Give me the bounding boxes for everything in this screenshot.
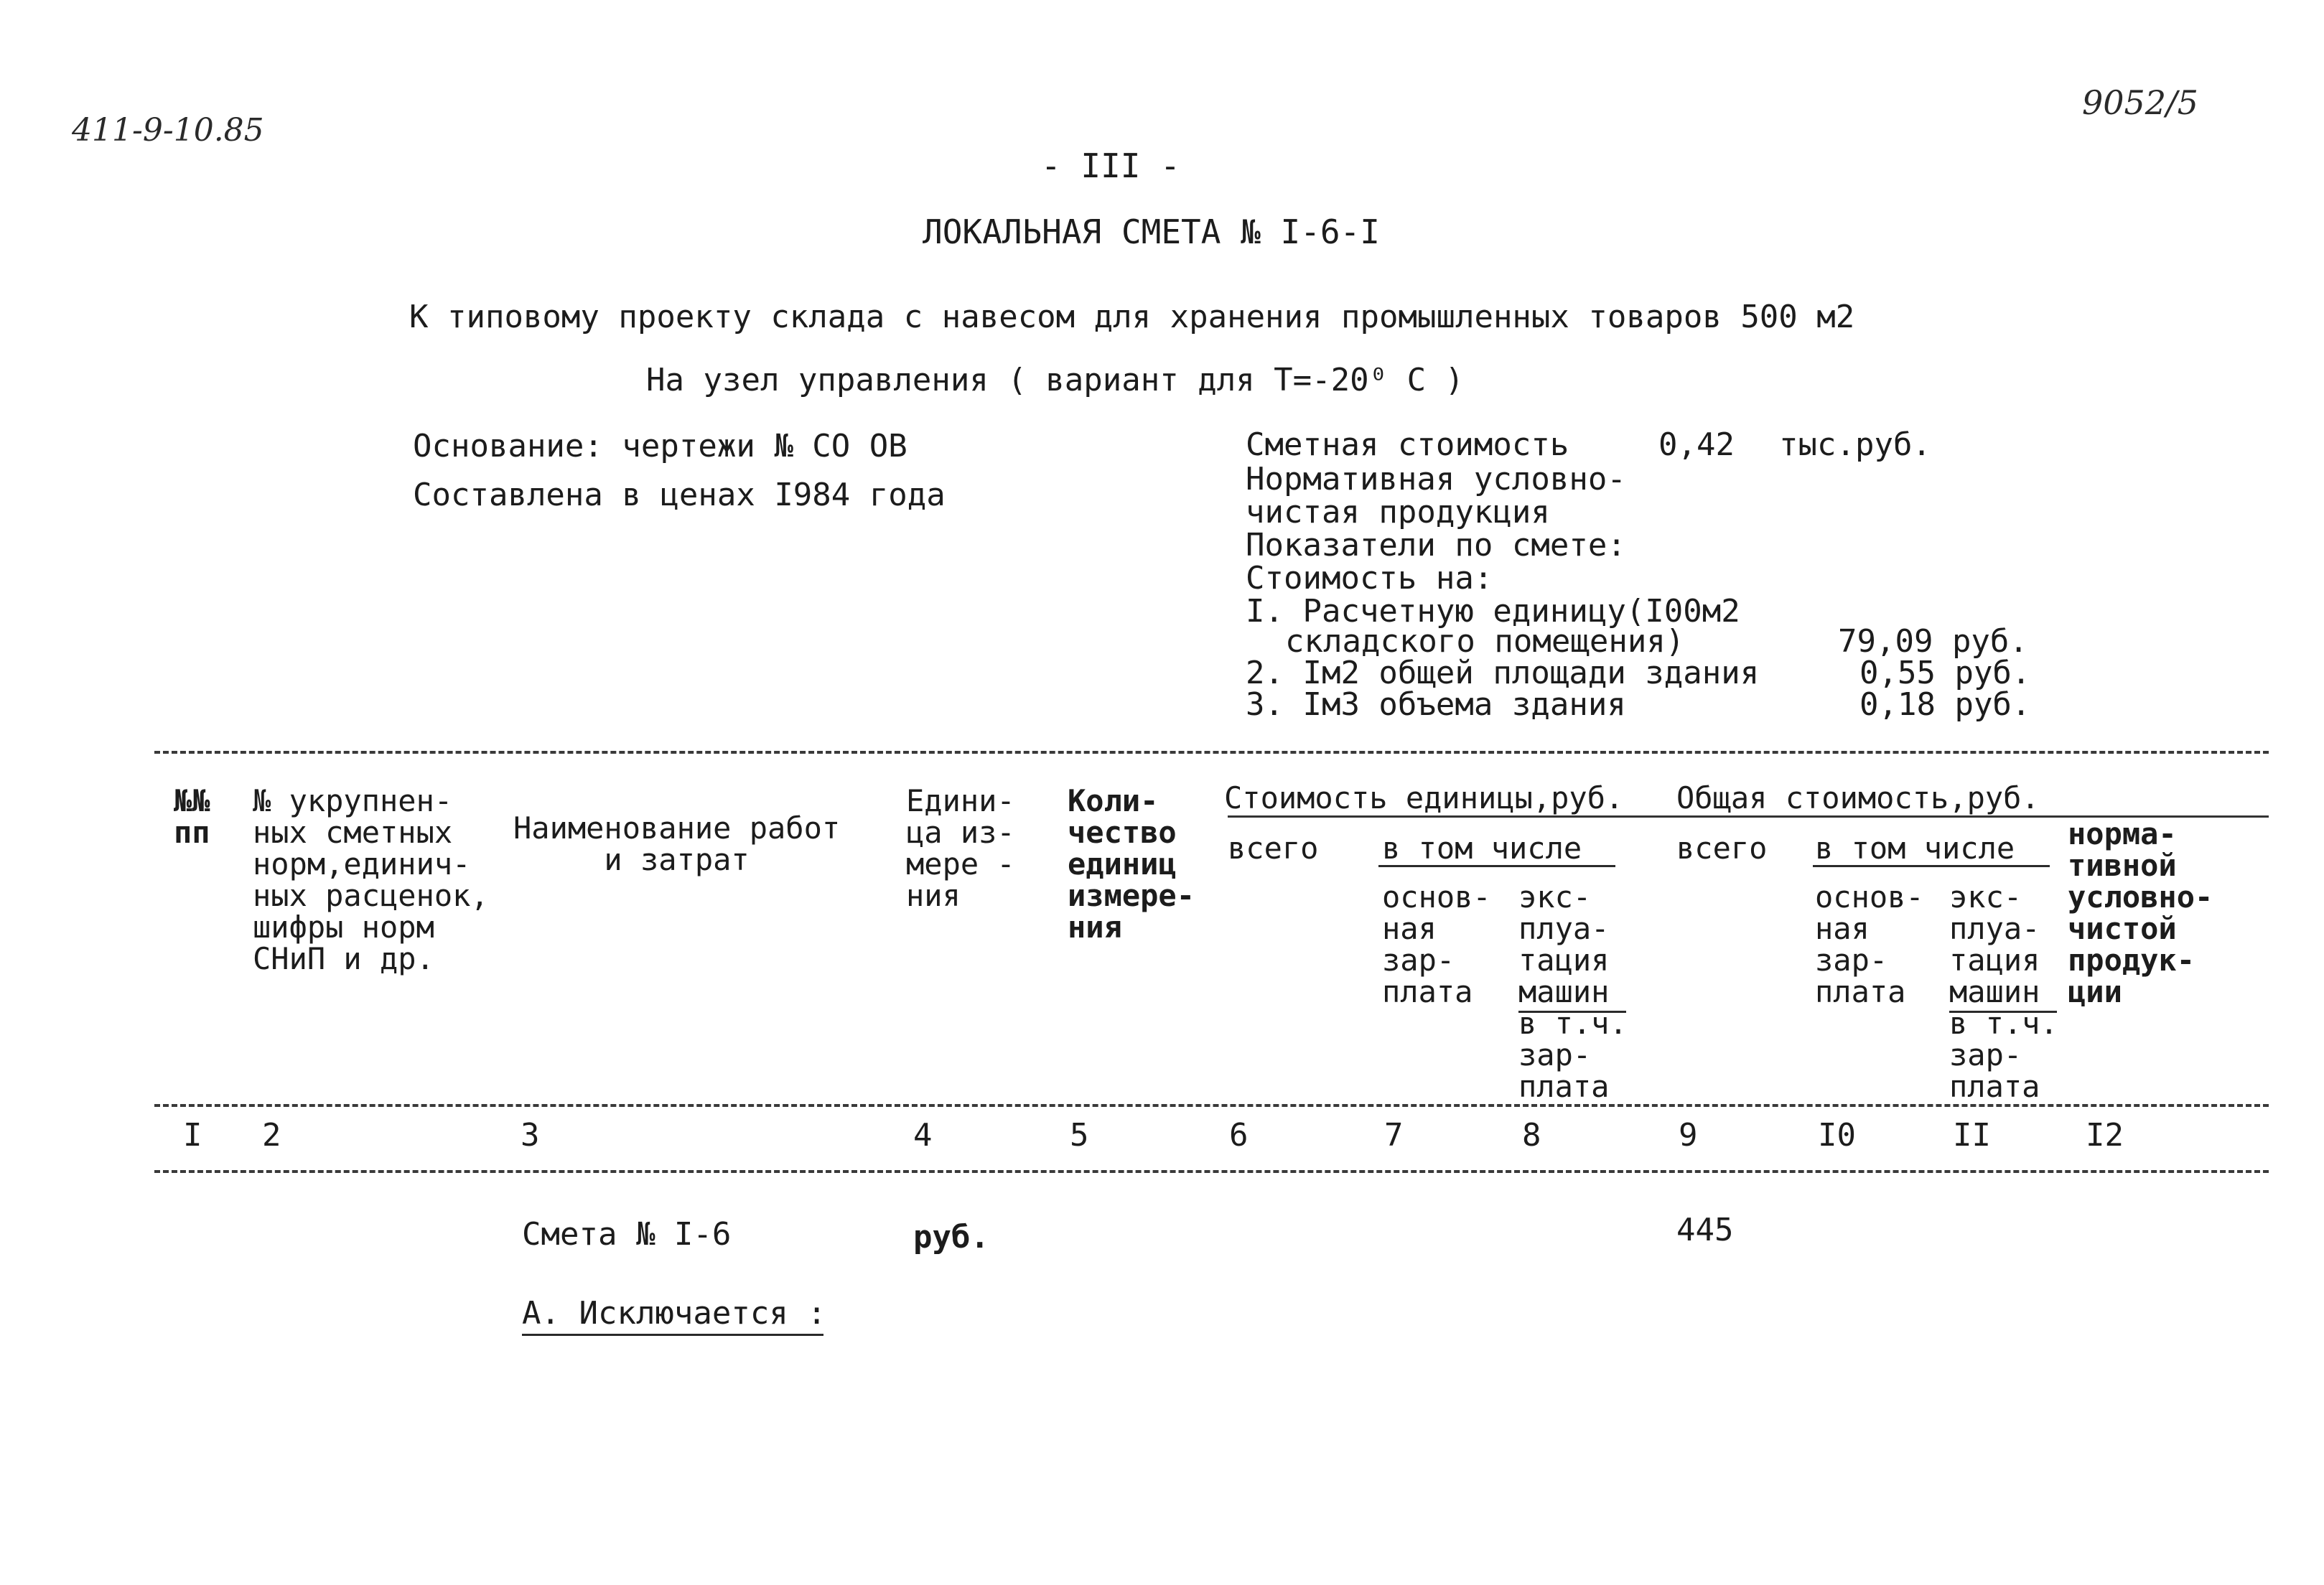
table-top-rule <box>154 751 2269 754</box>
group-unit-cost: Стоимость единицы,руб. <box>1224 780 1624 815</box>
indicator-1-cont: складского помещения) <box>1285 623 1685 660</box>
handwritten-doc-code: 411-9-10.85 <box>72 112 264 149</box>
row-total: 445 <box>1676 1212 1734 1248</box>
numbers-bottom-rule <box>154 1170 2269 1173</box>
col-header-number: №№ пп <box>174 783 210 850</box>
col-number-6: 6 <box>1229 1117 1249 1154</box>
col-header-unit: Едини- ца из- мере - ния <box>906 783 1015 913</box>
col-number-3: 3 <box>521 1117 540 1154</box>
subtitle-node: На узел управления ( вариант для Т=-20⁰ С ) <box>646 362 1465 398</box>
incl-header-2: в том числе <box>1815 831 2015 866</box>
col-number-7: 7 <box>1384 1117 1404 1154</box>
col-number-11: II <box>1953 1117 1991 1154</box>
indicator-2: 2. Iм2 общей площади здания <box>1246 655 1760 691</box>
normative-line2: чистая продукция <box>1246 494 1550 530</box>
basis-prices: Составлена в ценах I984 года <box>413 477 946 513</box>
col-header-total-machines: экс- плуа- тация машин <box>1949 879 2040 1009</box>
indicator-2-value: 0,55 руб. <box>1859 655 2031 691</box>
estimate-cost-unit: тыс.руб. <box>1779 426 1931 463</box>
cost-on-label: Стоимость на: <box>1246 560 1493 597</box>
incl-header-1: в том числе <box>1382 831 1582 866</box>
indicators-label: Показатели по смете: <box>1246 527 1626 564</box>
col-number-5: 5 <box>1070 1117 1089 1154</box>
col-number-9: 9 <box>1679 1117 1698 1154</box>
col-header-unit-machines-wage: в т.ч. зар- плата <box>1518 1006 1628 1104</box>
col-header-normative: норма- тивной условно- чистой продук- ции <box>2068 816 2213 1009</box>
normative-line1: Нормативная условно- <box>1246 461 1626 497</box>
row-unit: руб. <box>913 1219 989 1256</box>
estimate-cost-label: Сметная стоимость <box>1246 426 1569 463</box>
group-total-cost: Общая стоимость,руб. <box>1676 780 2040 815</box>
indicator-1: I. Расчетную единицу(I00м2 <box>1246 593 1740 630</box>
indicator-3-value: 0,18 руб. <box>1859 686 2031 723</box>
section-underline <box>522 1334 823 1336</box>
basis-drawings: Основание: чертежи № СО ОВ <box>413 428 907 464</box>
col-header-unit-machines: экс- плуа- тация машин <box>1518 879 1610 1009</box>
col-header-unit-total: всего <box>1228 831 1319 866</box>
header-bottom-rule <box>154 1104 2269 1107</box>
indicator-3: 3. Iм3 объема здания <box>1246 686 1626 723</box>
col-number-1: I <box>183 1117 202 1154</box>
col-header-total-machines-wage: в т.ч. зар- плата <box>1949 1006 2058 1104</box>
page-number: - III - <box>1041 146 1180 185</box>
indicator-1-value: 79,09 руб. <box>1838 623 2028 660</box>
document-title: ЛОКАЛЬНАЯ СМЕТА № I-6-I <box>923 212 1380 251</box>
subtitle-project: К типовому проекту склада с навесом для хранения промышленных товаров 500 м2 <box>409 299 1855 335</box>
section-excluded: А. Исключается : <box>522 1295 826 1332</box>
col-header-quantity: Коли- чество единиц измере- ния <box>1068 783 1195 945</box>
row-name: Смета № I-6 <box>522 1216 732 1253</box>
handwritten-sheet-number: 9052/5 <box>2082 83 2198 122</box>
estimate-cost-value: 0,42 <box>1658 426 1735 463</box>
col-header-name: Наименование работ и затрат <box>513 810 841 877</box>
col-header-total: всего <box>1676 831 1768 866</box>
col-header-norms: № укрупнен- ных сметных норм,единич- ных расценок, шифры норм СНиП и др. <box>253 783 489 976</box>
col-number-4: 4 <box>913 1117 933 1154</box>
col-number-2: 2 <box>262 1117 281 1154</box>
col-header-unit-wage: основ- ная зар- плата <box>1382 879 1491 1009</box>
col-number-12: I2 <box>2086 1117 2124 1154</box>
col-number-8: 8 <box>1522 1117 1541 1154</box>
col-number-10: I0 <box>1818 1117 1856 1154</box>
col-header-total-wage: основ- ная зар- плата <box>1815 879 1924 1009</box>
